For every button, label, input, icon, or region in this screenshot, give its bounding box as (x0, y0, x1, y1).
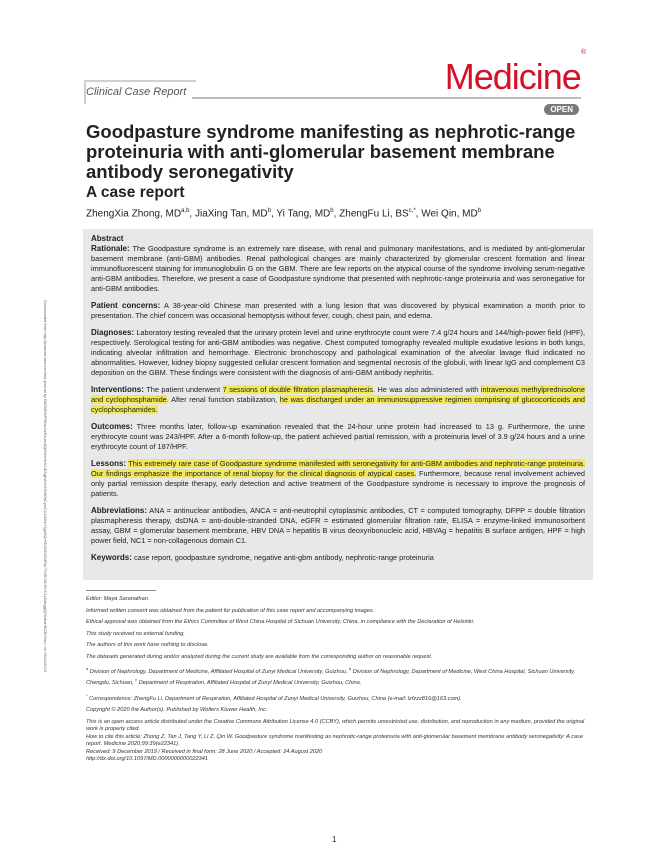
rationale-label: Rationale: (91, 244, 130, 253)
interventions-label: Interventions: (91, 385, 144, 394)
header-divider (192, 97, 581, 99)
download-sidebar-text (40, 300, 50, 672)
abstract-outcomes (91, 422, 585, 452)
interventions-text: . He was also administered with (372, 385, 481, 394)
journal-logo (444, 49, 585, 98)
author-name: Yi Tang, MD (276, 208, 331, 220)
affiliation-c: Department of Respiration, Affiliated Hospital of Zunyi Medical University, Guizhou, China. (138, 680, 362, 687)
abstract-keywords (91, 553, 585, 563)
affiliation-a: Division of Nephrology, Department of Medicine, Affiliated Hospital of Zunyi Medical University, Guizhou, (89, 668, 349, 675)
article-subtitle: A case report (86, 184, 185, 201)
interventions-text: The patient underwent (146, 385, 223, 394)
highlighted-text: This extremely rare case of Goodpasture syndrome manifested with seronegativity for anti-GBM antibodies and nephrotic-range proteinuria. Our findings emphasize the importance of renal biopsy for the clinical diagnosis of atypical cases. (91, 459, 585, 478)
highlighted-text: intravenous methylprednisolone and cyclophosphamide (91, 385, 585, 404)
journal-name: Medicine (444, 56, 581, 97)
highlighted-text: he was discharged under an immunosuppressive regimen comprising of glucocorticoids and cyclophosphamides. (91, 395, 585, 414)
diagnoses-text: Laboratory testing revealed that the urinary protein level and urine erythrocyte count were 7.4 g/24 hours and 144/high-power field (HPF), respectively. Serological testing for anti-GBM antibodies was negative. Chest computed tomography revealed multiple exudative lesions in both lungs, indicating alveolar infiltration and hemorrhage. Electronic bronchoscopy and pathological examination of the alveolar lavage fluid indicated no abnormalities. However, kidney biopsy suggested cellular crescent formation and segmental necrosis of the globuli, with linear IgG and complement C3 deposition on the GBM. These findings were consistent with the diagnosis of anti-GBM antibody nephritis. (91, 328, 585, 377)
open-access-badge: OPEN (544, 104, 579, 115)
author-affiliation: b (330, 208, 334, 214)
abstract-lessons (91, 459, 585, 499)
abbreviations-text: ANA = antinuclear antibodies, ANCA = anti-neutrophil cytoplasmic antibodies, CT = computed tomography, DFPP = double filtration plasmapheresis therapy, dsDNA = anti-double-stranded DNA, eGFR = estimated glomerular filtration rate, ELISA = enzyme-linked immunosorbent assay, GBM = glomerular basement membrane, HBV DNA = hepatitis B virus deoxyribonucleic acid, HBVAg = hepatitis B surface antigen, HPF = high power field, NC1 = non-collagenous domain C1. (91, 506, 585, 545)
sidebar-text: Downloaded from http://journals.lww.com/md-journal by BhDMf5ePHKav1zEoum1tQfN4a+kJLhEZgbsIHo4XMi0hCywCX1AWnYQp/IlQrHD3i3D0OdRyi7TvSFl4Cf3VC1y0abggQZXdtwnfKZBYtws= on 09/11/2023 (43, 300, 48, 672)
section-label: Clinical Case Report (86, 86, 187, 98)
diagnoses-label: Diagnoses: (91, 328, 135, 337)
footnote-correspondence: * Correspondence: ZhengFu Li, Department of Respiration, Affiliated Hospital of Zunyi Medical University, Guizhou, China (e-mail: lzfzzz816@163.com). (86, 692, 462, 702)
abstract-box (83, 229, 593, 580)
author-affiliation: b (477, 208, 482, 214)
lessons-label: Lessons: (91, 459, 127, 468)
author-name: ZhengFu Li, BS (339, 208, 409, 220)
footnote-editor: Editor: Maya Saranathan. (86, 596, 150, 602)
correspondence-text: Correspondence: ZhengFu Li, Department of Respiration, Affiliated Hospital of Zunyi Medical University, Guizhou, China (e-mail: lzfzzz816@163.com). (89, 695, 462, 702)
highlighted-text: 7 sessions of double filtration plasmapheresis (222, 385, 373, 394)
outcomes-label: Outcomes: (91, 422, 133, 431)
article-title: Goodpasture syndrome manifesting as nephrotic-range proteinuria with anti-glomerular basement membrane antibody seronegativity (86, 121, 576, 182)
footnote-citation: How to cite this article: Zhong Z, Tan J, Tang Y, Li Z, Qin W. Goodpasture syndrome manifesting as nephrotic-range proteinuria with anti-glomerular basement membrane antibody seronegativity: A case report. Medicine 2020;99:39(e22341). (86, 733, 584, 748)
author-affiliation: b (267, 208, 271, 214)
footnote-doi[interactable]: http://dx.doi.org/10.1097/MD.0000000000022341 (86, 756, 208, 763)
abstract-abbreviations (91, 506, 585, 546)
abstract-diagnoses (91, 328, 585, 378)
footnote-copyright: Copyright © 2020 the Author(s). Published by Wolters Kluwer Health, Inc. (86, 707, 268, 714)
outcomes-text: Three months later, follow-up examination revealed that the 24-hour urine protein had increased to 13 g. Furthermore, the urine erythrocyte count was 243/HPF. After a 6-month follow-up, the patient achieved partial remission, with a proteinuria level of 3.9 g/24 hours and a urine erythrocyte count of 187/HPF. (91, 422, 585, 451)
footnote-ethics: Ethical approval was obtained from the Ethics Committee of West China Hospital of Sichuan University, China, in compliance with the Declaration of Helsinki. (86, 619, 475, 625)
footnote-affiliations: $^a$ Division of Nephrology, Department of Medicine, Affiliated Hospital of Zunyi Medical University, Guizhou, $^b$ Division of Nephrology, Department of Medicine, West China Hospital, Sichuan University, Chengdu, Sichuan, $^c$ Department of Respiration, Affiliated Hospital of Zunyi Medical University, Guizhou, China. (86, 666, 576, 687)
rationale-text: The Goodpasture syndrome is an extremely rare disease, with renal and pulmonary manifestations, and is mediated by anti-glomerular basement membrane (anti-GBM) antibodies. Renal pathological changes are mainly characterized by glomerular crescent formation and linear immunofluorescent staining for immunoglobulin G on the GBM. There are few reports on the atypical course of the syndrome involving serum-negative anti-GBM antibodies. Therefore, we present a case of Goodpasture syndrome that presented with nephrotic-range proteinuria and was seronegative for anti-GBM antibodies. (91, 244, 585, 293)
author-affiliation: c,* (408, 208, 416, 214)
lessons-text: Furthermore, because renal involvement achieved only partial remission despite therapy, early detection and active treatment of the Goodpasture syndrome is necessary to improve the prognosis of patients. (91, 469, 585, 498)
patient-concerns-label: Patient concerns: (91, 301, 161, 310)
footnote-rule (86, 590, 156, 591)
abstract-rationale (91, 244, 585, 294)
footnote-data-availability: The datasets generated during and/or analyzed during the current study are available from the corresponding author on reasonable request. (86, 653, 433, 660)
footnote-consent: Informed written consent was obtained from the patient for publication of this case report and accompanying images. (86, 607, 375, 614)
patient-concerns-text: A 38-year-old Chinese man presented with a lung lesion that was discovered by physical examination a month prior to presentation. The chief concern was occasional hemoptysis without fever, cough, chest pain, and edema. (91, 301, 585, 320)
page-number: 1 (332, 835, 337, 844)
abstract-heading: Abstract (91, 234, 124, 243)
abstract-interventions (91, 385, 585, 415)
footnote-license: This is an open access article distributed under the Creative Commons Attribution License 4.0 (CCBY), which permits unrestricted use, distribution, and reproduction in any medium, provided the original work is properly cited. (86, 718, 585, 733)
footnotes (86, 590, 586, 764)
author-name: ZhengXia Zhong, MD (86, 208, 182, 220)
author-affiliation: a,b (181, 208, 190, 214)
footnote-conflicts: The authors of this work have nothing to disclose. (86, 642, 209, 648)
footnote-dates: Received: 9 December 2019 / Received in final form: 28 June 2020 / Accepted: 24 August 2020 (86, 748, 323, 755)
keywords-text: case report, goodpasture syndrome, negative anti-gbm antibody, nephrotic-range proteinuria (133, 553, 434, 562)
author-name: JiaXing Tan, MD (194, 208, 268, 220)
abbreviations-label: Abbreviations: (91, 506, 148, 515)
author-list: ZhengXia Zhong, MD$^{a,b}$, JiaXing Tan, $MD^b$, Yi Tang, $MD^b$, ZhengFu Li, $BS^{c,*}$, Wei Qin, $MD^b$ (86, 208, 482, 220)
keywords-label: Keywords: (91, 553, 132, 562)
footnote-funding: This study received no external funding. (86, 630, 185, 637)
affiliation-b: Division of Nephrology, Department of Medicine, West China Hospital, Sichuan University, Chengdu, Sichuan, (86, 668, 576, 687)
registered-mark: ® (580, 49, 585, 56)
abstract-patient-concerns (91, 301, 585, 321)
author-name: Wei Qin, MD (421, 208, 478, 220)
interventions-text: . After renal function stabilization, (166, 395, 280, 404)
